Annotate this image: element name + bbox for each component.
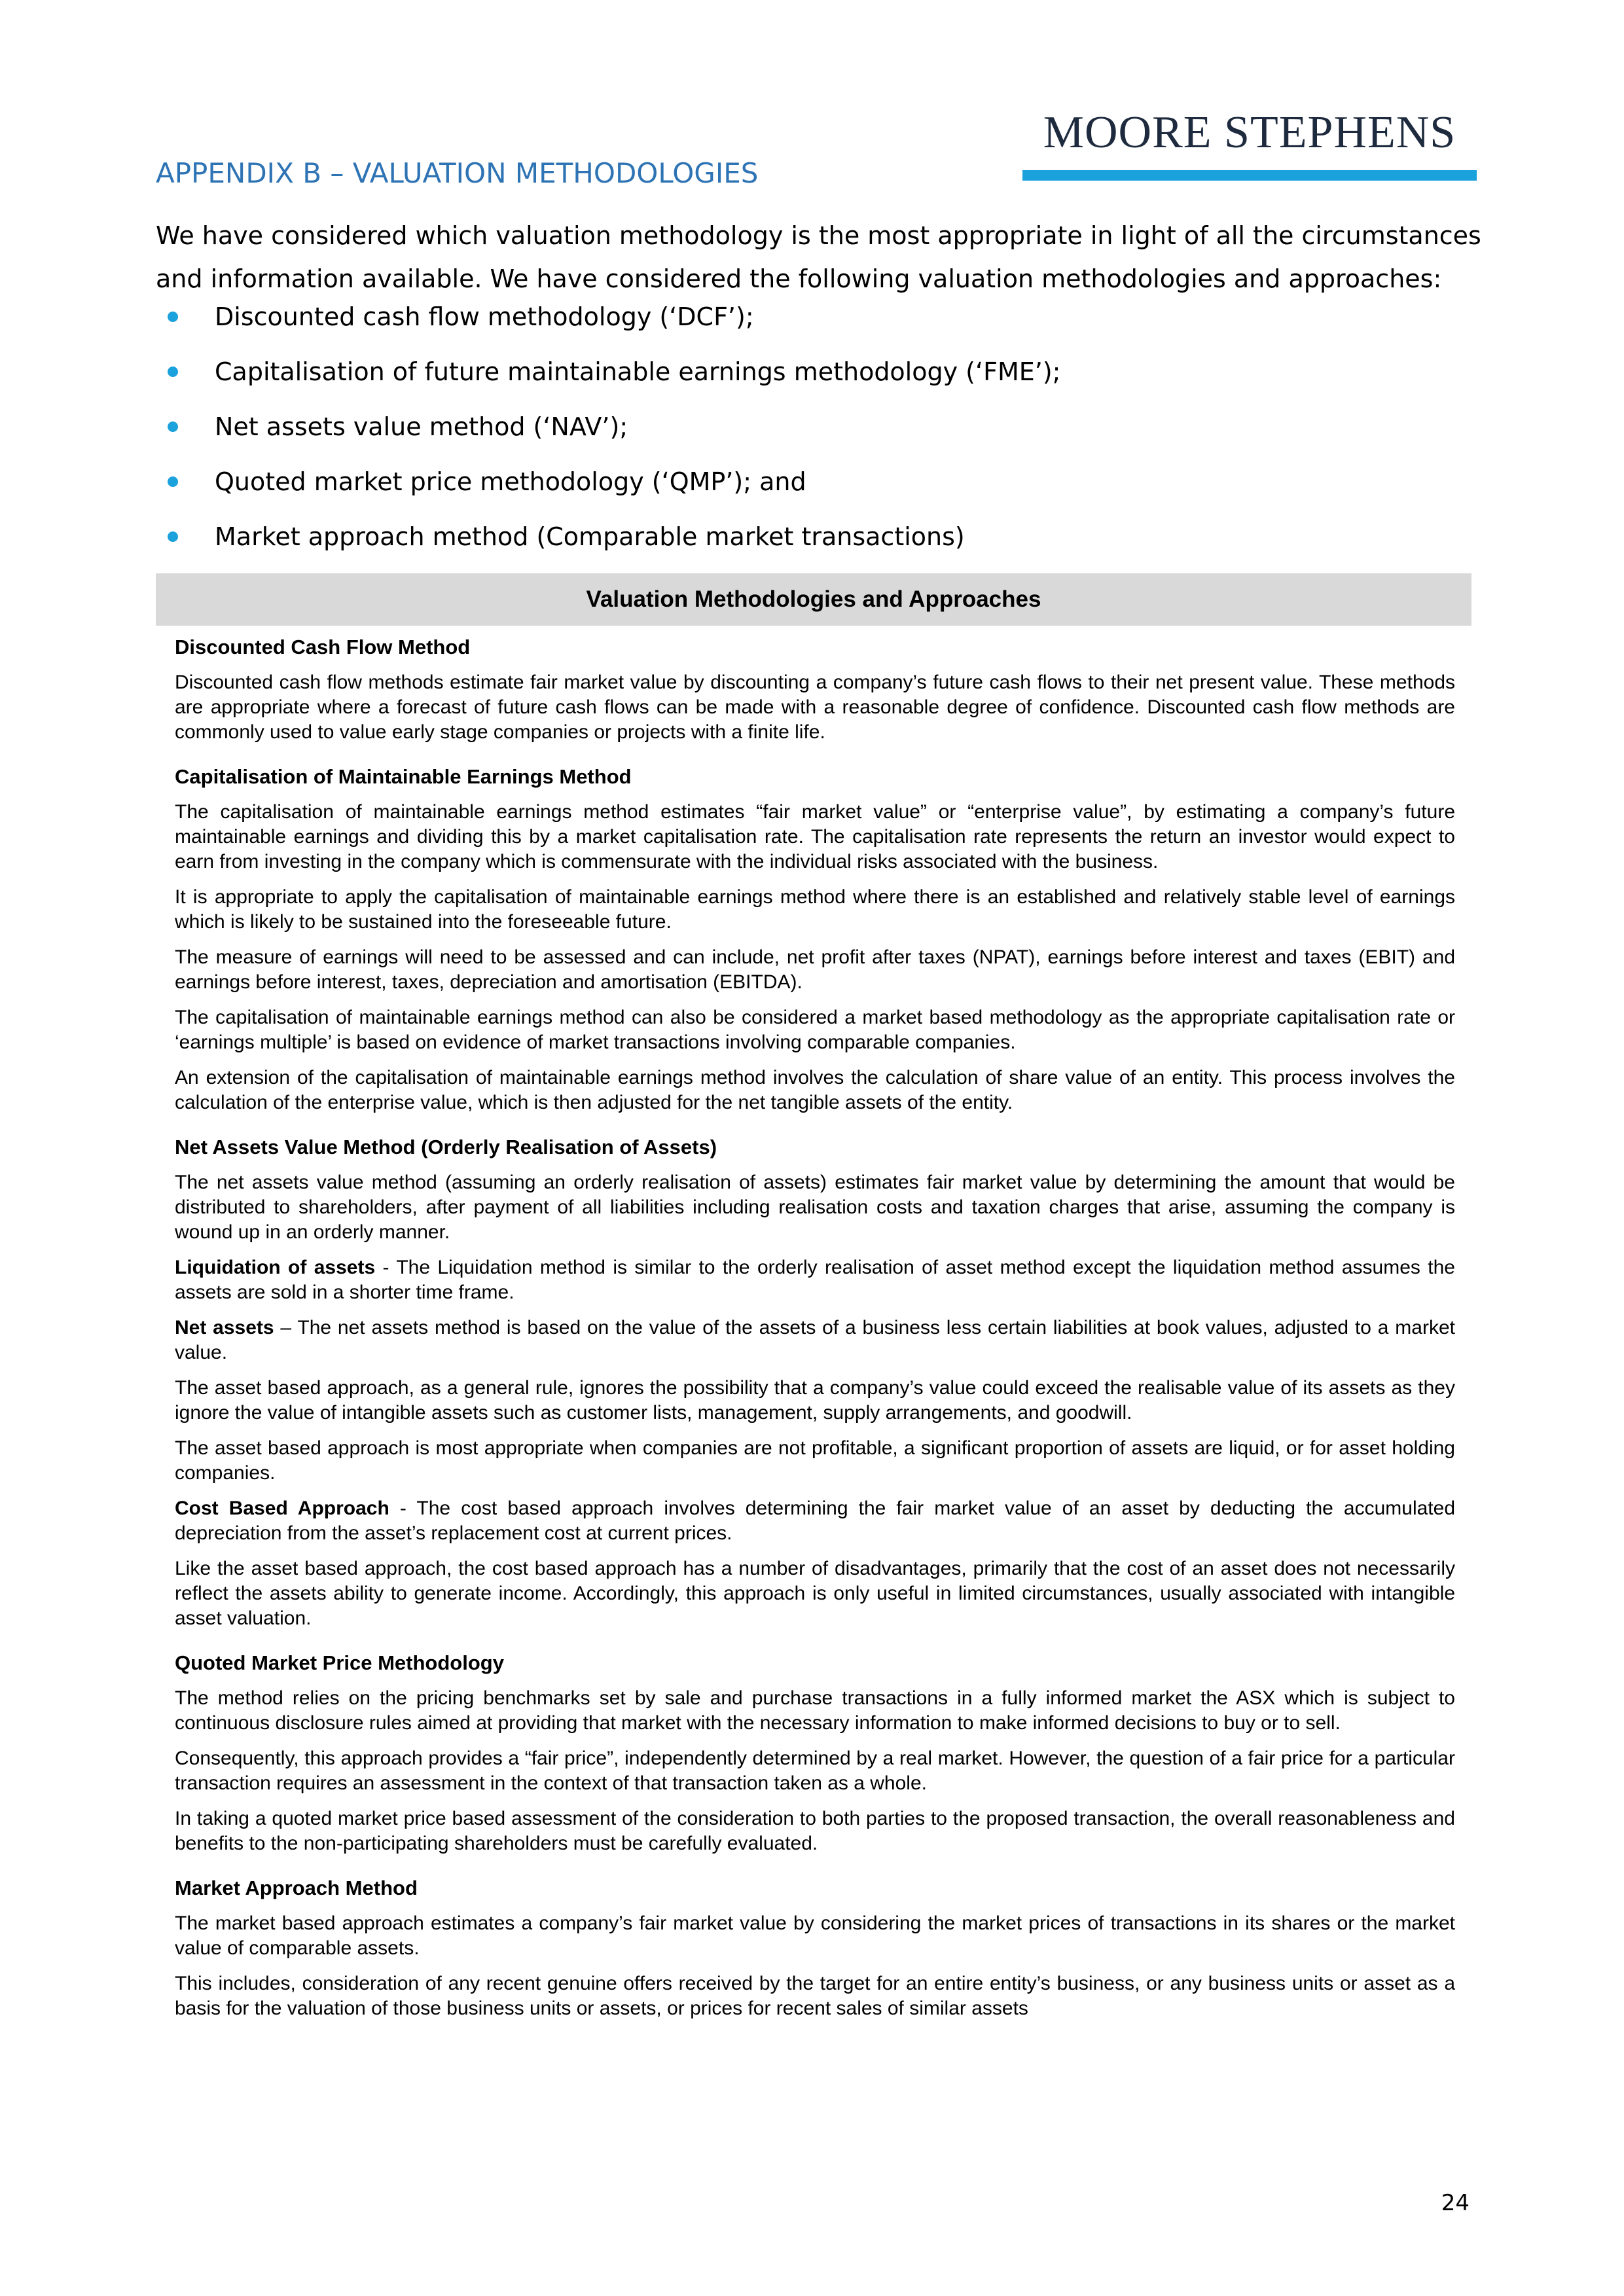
bullet-text: Quoted market price methodology (‘QMP’); and — [215, 467, 806, 496]
section-heading-dcf: Discounted Cash Flow Method — [175, 636, 471, 658]
net-assets-text: – The net assets method is based on the value of the assets of a business less certain liabilities at book values, adjusted to a market value. — [175, 1317, 1455, 1363]
logo-underline-bar — [1022, 170, 1477, 181]
liquidation-text: - The Liquidation method is similar to the orderly realisation of asset method except the liquidation method assumes the assets are sold in a shorter time frame. — [175, 1257, 1455, 1303]
bullet-item — [156, 518, 1060, 573]
section-heading-nav: Net Assets Value Method (Orderly Realisation of Assets) — [175, 1136, 717, 1158]
net-assets-label: Net assets — [175, 1317, 274, 1338]
appendix-title: APPENDIX B – VALUATION METHODOLOGIES — [156, 157, 759, 189]
intro-paragraph: We have considered which valuation methodology is the most appropriate in light of all the circumstances and information available. We have considered the following valuation methodologies and approaches: — [156, 221, 1481, 293]
bullet-dot-icon — [168, 476, 178, 487]
dcf-paragraph-1: Discounted cash flow methods estimate fair market value by discounting a company’s future cash flows to their net present value. These methods are appropriate where a forecast of future cash flows can be made with a reasonable degree of confidence. Discounted cash flow methods are commonly used to value early stage companies or projects with a finite life. — [175, 672, 1455, 743]
fme-paragraph-2: It is appropriate to apply the capitalisation of maintainable earnings method where there is an established and relatively stable level of earnings which is likely to be sustained into the foreseeable future. — [175, 886, 1455, 933]
bullet-dot-icon — [168, 531, 178, 542]
bullet-item — [156, 408, 1060, 463]
section-heading-fme: Capitalisation of Maintainable Earnings Method — [175, 765, 632, 788]
fme-paragraph-5: An extension of the capitalisation of maintainable earnings method involves the calculation of share value of an entity. This process involves the calculation of the enterprise value, which is then adjusted for the net tangible assets of the entity. — [175, 1067, 1455, 1113]
page-number: 24 — [1441, 2190, 1470, 2216]
bullet-text: Capitalisation of future maintainable earnings methodology (‘FME’); — [215, 357, 1061, 386]
cost-based-paragraph — [175, 1496, 1455, 1546]
net-assets-paragraph — [175, 1316, 1455, 1365]
logo-text: MOORE STEPHENS — [1043, 107, 1456, 158]
market-paragraph-2: This includes, consideration of any recent genuine offers received by the target for an entire entity’s business, or any business units or asset as a basis for the valuation of those business units or assets, or prices for recent sales of similar assets — [175, 1973, 1455, 2019]
nav-paragraph-3: The asset based approach is most appropriate when companies are not profitable, a significant proportion of assets are liquid, or for asset holding companies. — [175, 1437, 1455, 1484]
bullet-dot-icon — [168, 312, 178, 322]
nav-paragraph-4: Like the asset based approach, the cost based approach has a number of disadvantages, primarily that the cost of an asset does not necessarily reflect the assets ability to generate income. Accordingly, this approach is only useful in limited circumstances, usually associated with intangible asset valuation. — [175, 1558, 1455, 1629]
bullet-dot-icon — [168, 367, 178, 377]
section-heading-market: Market Approach Method — [175, 1876, 418, 1899]
fme-paragraph-1: The capitalisation of maintainable earnings method estimates “fair market value” or “enterprise value”, by estimating a company’s future maintainable earnings and dividing this by a market capitalisation rate. The capitalisation rate represents the return an investor would expect to earn from investing in the company which is commensurate with the individual risks associated with the business. — [175, 801, 1455, 872]
bullet-text: Net assets value method (‘NAV’); — [215, 412, 628, 441]
bullet-item — [156, 463, 1060, 518]
nav-paragraph-2: The asset based approach, as a general rule, ignores the possibility that a company’s value could exceed the realisable value of its assets as they ignore the value of intangible assets such as customer lists, management, supply arrangements, and goodwill. — [175, 1377, 1455, 1424]
nav-paragraph-1: The net assets value method (assuming an orderly realisation of assets) estimates fair market value by determining the amount that would be distributed to shareholders, after payment of all liabilities including realisation costs and taxation charges that arise, assuming the company is wound up in an orderly manner. — [175, 1172, 1455, 1243]
market-paragraph-1: The market based approach estimates a company’s fair market value by considering the market prices of transactions in its shares or the market value of comparable assets. — [175, 1912, 1455, 1959]
qmp-paragraph-1: The method relies on the pricing benchmarks set by sale and purchase transactions in a fully informed market the ASX which is subject to continuous disclosure rules aimed at providing that market with the necessary information to make informed decisions to buy or to sell. — [175, 1687, 1455, 1734]
methodologies-table-body — [175, 634, 1455, 2032]
liquidation-paragraph — [175, 1255, 1455, 1305]
table-header: Valuation Methodologies and Approaches — [156, 573, 1471, 626]
cost-based-text: - The cost based approach involves determining the fair market value of an asset by deducting the accumulated depreciation from the asset’s replacement cost at current prices. — [175, 1498, 1455, 1544]
liquidation-label: Liquidation of assets — [175, 1257, 376, 1278]
bullet-item — [156, 298, 1060, 353]
bullet-text: Market approach method (Comparable market transactions) — [215, 522, 965, 551]
fme-paragraph-4: The capitalisation of maintainable earnings method can also be considered a market based methodology as the appropriate capitalisation rate or ‘earnings multiple’ is based on evidence of market transactions involving comparable companies. — [175, 1007, 1455, 1053]
section-heading-qmp: Quoted Market Price Methodology — [175, 1651, 504, 1674]
qmp-paragraph-3: In taking a quoted market price based assessment of the consideration to both parties to the proposed transaction, the overall reasonableness and benefits to the non-participating shareholders must be carefully evaluated. — [175, 1808, 1455, 1854]
bullet-dot-icon — [168, 422, 178, 432]
moore-stephens-logo — [1022, 107, 1477, 181]
bullet-text: Discounted cash flow methodology (‘DCF’); — [215, 302, 754, 331]
cost-based-label: Cost Based Approach — [175, 1498, 389, 1519]
qmp-paragraph-2: Consequently, this approach provides a “fair price”, independently determined by a real market. However, the question of a fair price for a particular transaction requires an assessment in the context of that transaction taken as a whole. — [175, 1748, 1455, 1794]
fme-paragraph-3: The measure of earnings will need to be assessed and can include, net profit after taxes (NPAT), earnings before interest and taxes (EBIT) and earnings before interest, taxes, depreciation and amortisation (EBITDA). — [175, 946, 1455, 993]
bullet-item — [156, 353, 1060, 408]
methodology-bullet-list — [156, 298, 1060, 573]
